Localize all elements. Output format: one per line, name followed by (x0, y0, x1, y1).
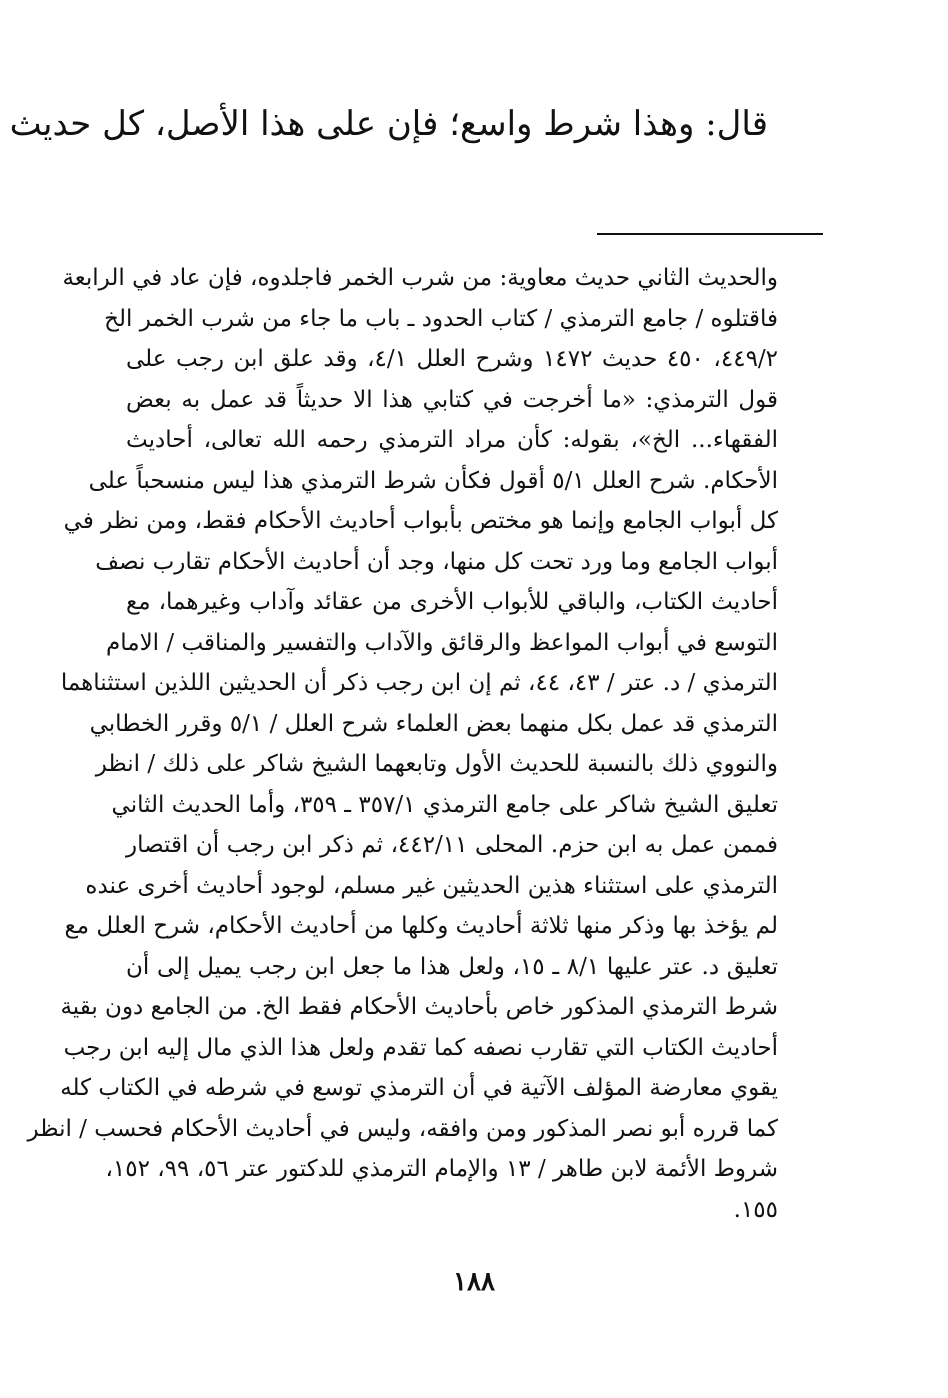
footnote-line: الفقهاء... الخ»، بقوله: كأن مراد الترمذي رحمه الله تعالى، أحاديث (126, 427, 778, 453)
footnote-line: ٤٤٩/٢، ٤٥٠ حديث ١٤٧٢ وشرح العلل ٤/١، وقد علق ابن رجب على (126, 346, 779, 372)
footnote-line: أبواب الجامع وما ورد تحت كل منها، وجد أن أحاديث الأحكام تقارب نصف (95, 548, 778, 575)
footnote-line: تعليق الشيخ شاكر على جامع الترمذي ٣٥٧/١ ـ ٣٥٩، وأما الحديث الثاني (111, 791, 778, 818)
footnote-line: شرط الترمذي المذكور خاص بأحاديث الأحكام فقط الخ. من الجامع دون بقية (60, 994, 778, 1020)
footnote-line: الترمذي / د. عتر / ٤٣، ٤٤، ثم إن ابن رجب ذكر أن الحديثين اللذين استثناهما (60, 670, 778, 696)
footnote-line: والحديث الثاني حديث معاوية: من شرب الخمر فاجلدوه، فإن عاد في الرابعة (62, 265, 778, 291)
footnote-line: قول الترمذي: «ما أخرجت في كتابي هذا الا حديثاً قد عمل به بعض (126, 386, 778, 413)
footnote-line: أحاديث الكتاب، والباقي للأبواب الأخرى من عقائد وآداب وغيرهما، مع (126, 589, 778, 615)
footnote-line: والنووي ذلك بالنسبة للحديث الأول وتابعهما الشيخ شاكر على ذلك / انظر (95, 751, 778, 777)
footnote-line: فاقتلوه / جامع الترمذي / كتاب الحدود ـ باب ما جاء من شرب الخمر الخ (104, 305, 778, 332)
footnote-line: تعليق د. عتر عليها ٨/١ ـ ١٥، ولعل هذا ما جعل ابن رجب يميل إلى أن (126, 953, 778, 980)
footnote-line: كل أبواب الجامع وإنما هو مختص بأبواب أحاديث الأحكام فقط، ومن نظر في (63, 508, 778, 534)
footnote-line: الأحكام. شرح العلل ٥/١ أقول فكأن شرط الترمذي هذا ليس منسحباً على (88, 467, 778, 494)
footnote-line: لم يؤخذ بها وذكر منها ثلاثة أحاديث وكلها من أحاديث الأحكام، شرح العلل مع (64, 913, 778, 939)
footnote-block (27, 258, 779, 1230)
page-number: ١٨٨ (453, 1267, 495, 1297)
footnote-line: التوسع في أبواب المواعظ والرقائق والآداب والتفسير والمناقب / الامام (106, 629, 778, 656)
footnote-separator (597, 233, 823, 235)
footnote-line: أحاديث الكتاب التي تقارب نصفه كما تقدم ولعل هذا الذي مال إليه ابن رجب (63, 1034, 778, 1061)
footnote-line: كما قرره أبو نصر المذكور ومن وافقه، وليس في أحاديث الأحكام فحسب / انظر (27, 1115, 778, 1142)
footnote-line: فممن عمل به ابن حزم. المحلى ٤٤٢/١١، ثم ذكر ابن رجب أن اقتصار (126, 832, 778, 858)
footnote-line: يقوي معارضة المؤلف الآتية في أن الترمذي توسع في شرطه في الكتاب كله (60, 1075, 778, 1101)
footnote-line: الترمذي قد عمل بكل منهما بعض العلماء شرح العلل / ٥/١ وقرر الخطابي (89, 710, 778, 737)
main-text-line: قال: وهذا شرط واسع؛ فإن على هذا الأصل، كل حديث (9, 104, 768, 144)
footnote-line: الترمذي على استثناء هذين الحديثين غير مسلم، لوجود أحاديث أخرى عنده (85, 872, 778, 899)
footnote-line: ١٥٥. (733, 1196, 778, 1223)
footnote-line: شروط الأئمة لابن طاهر / ١٣ والإمام الترمذي للدكتور عتر ٥٦، ٩٩، ١٥٢، (105, 1156, 778, 1182)
